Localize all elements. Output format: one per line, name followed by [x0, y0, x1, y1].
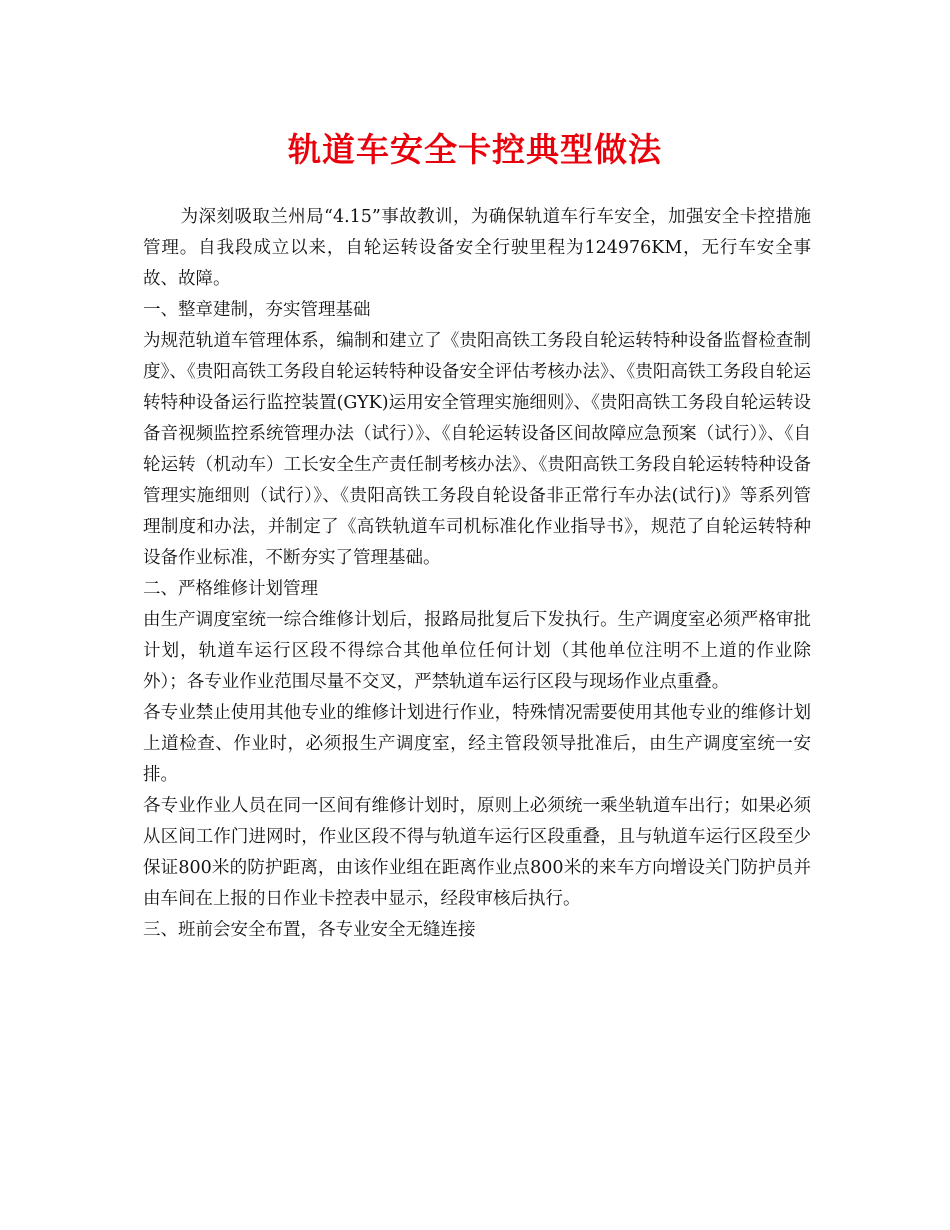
body-paragraph: 各专业作业人员在同一区间有维修计划时，原则上必须统一乘坐轨道车出行；如果必须从区间工作门进网时，作业区段不得与轨道车运行区段重叠，且与轨道车运行区段至少保证800米的防护距离，由该作业组在距离作业点800米的来车方向增设关门防护员并由车间在上报的日作业卡控表中显示，经段审核后执行。 [143, 796, 811, 909]
document-body [143, 202, 811, 946]
section-heading-2: 二、严格维修计划管理 [143, 579, 318, 599]
body-paragraph: 各专业禁止使用其他专业的维修计划进行作业，特殊情况需要使用其他专业的维修计划上道检查、作业时，必须报生产调度室，经主管段领导批准后，由生产调度室统一安排。 [143, 703, 811, 785]
body-paragraph: 由生产调度室统一综合维修计划后，报路局批复后下发执行。生产调度室必须严格审批计划，轨道车运行区段不得综合其他单位任何计划（其他单位注明不上道的作业除外）；各专业作业范围尽量不交叉，严禁轨道车运行区段与现场作业点重叠。 [143, 610, 811, 692]
document-title: 轨道车安全卡控典型做法 [288, 130, 662, 169]
section-heading-1: 一、整章建制，夯实管理基础 [143, 300, 371, 320]
body-paragraph: 为规范轨道车管理体系，编制和建立了《贵阳高铁工务段自轮运转特种设备监督检查制度》、《贵阳高铁工务段自轮运转特种设备安全评估考核办法》、《贵阳高铁工务段自轮运转特种设备运行监控装置(GYK)运用安全管理实施细则》、《贵阳高铁工务段自轮运转设备音视频监控系统管理办法（试行）》、《自轮运转设备区间故障应急预案（试行）》、《自轮运转（机动车）工长安全生产责任制考核办法》、《贵阳高铁工务段自轮运转特种设备管理实施细则（试行）》、《贵阳高铁工务段自轮设备非正常行车办法(试行)》等系列管理制度和办法，并制定了《高铁轨道车司机标准化作业指导书》，规范了自轮运转特种设备作业标准，不断夯实了管理基础。 [143, 331, 811, 568]
section-heading-3: 三、班前会安全布置，各专业安全无缝连接 [143, 920, 476, 940]
intro-paragraph: 为深刻吸取兰州局“4.15”事故教训，为确保轨道车行车安全，加强安全卡控措施管理。自我段成立以来，自轮运转设备安全行驶里程为124976KM，无行车安全事故、故障。 [143, 207, 811, 289]
